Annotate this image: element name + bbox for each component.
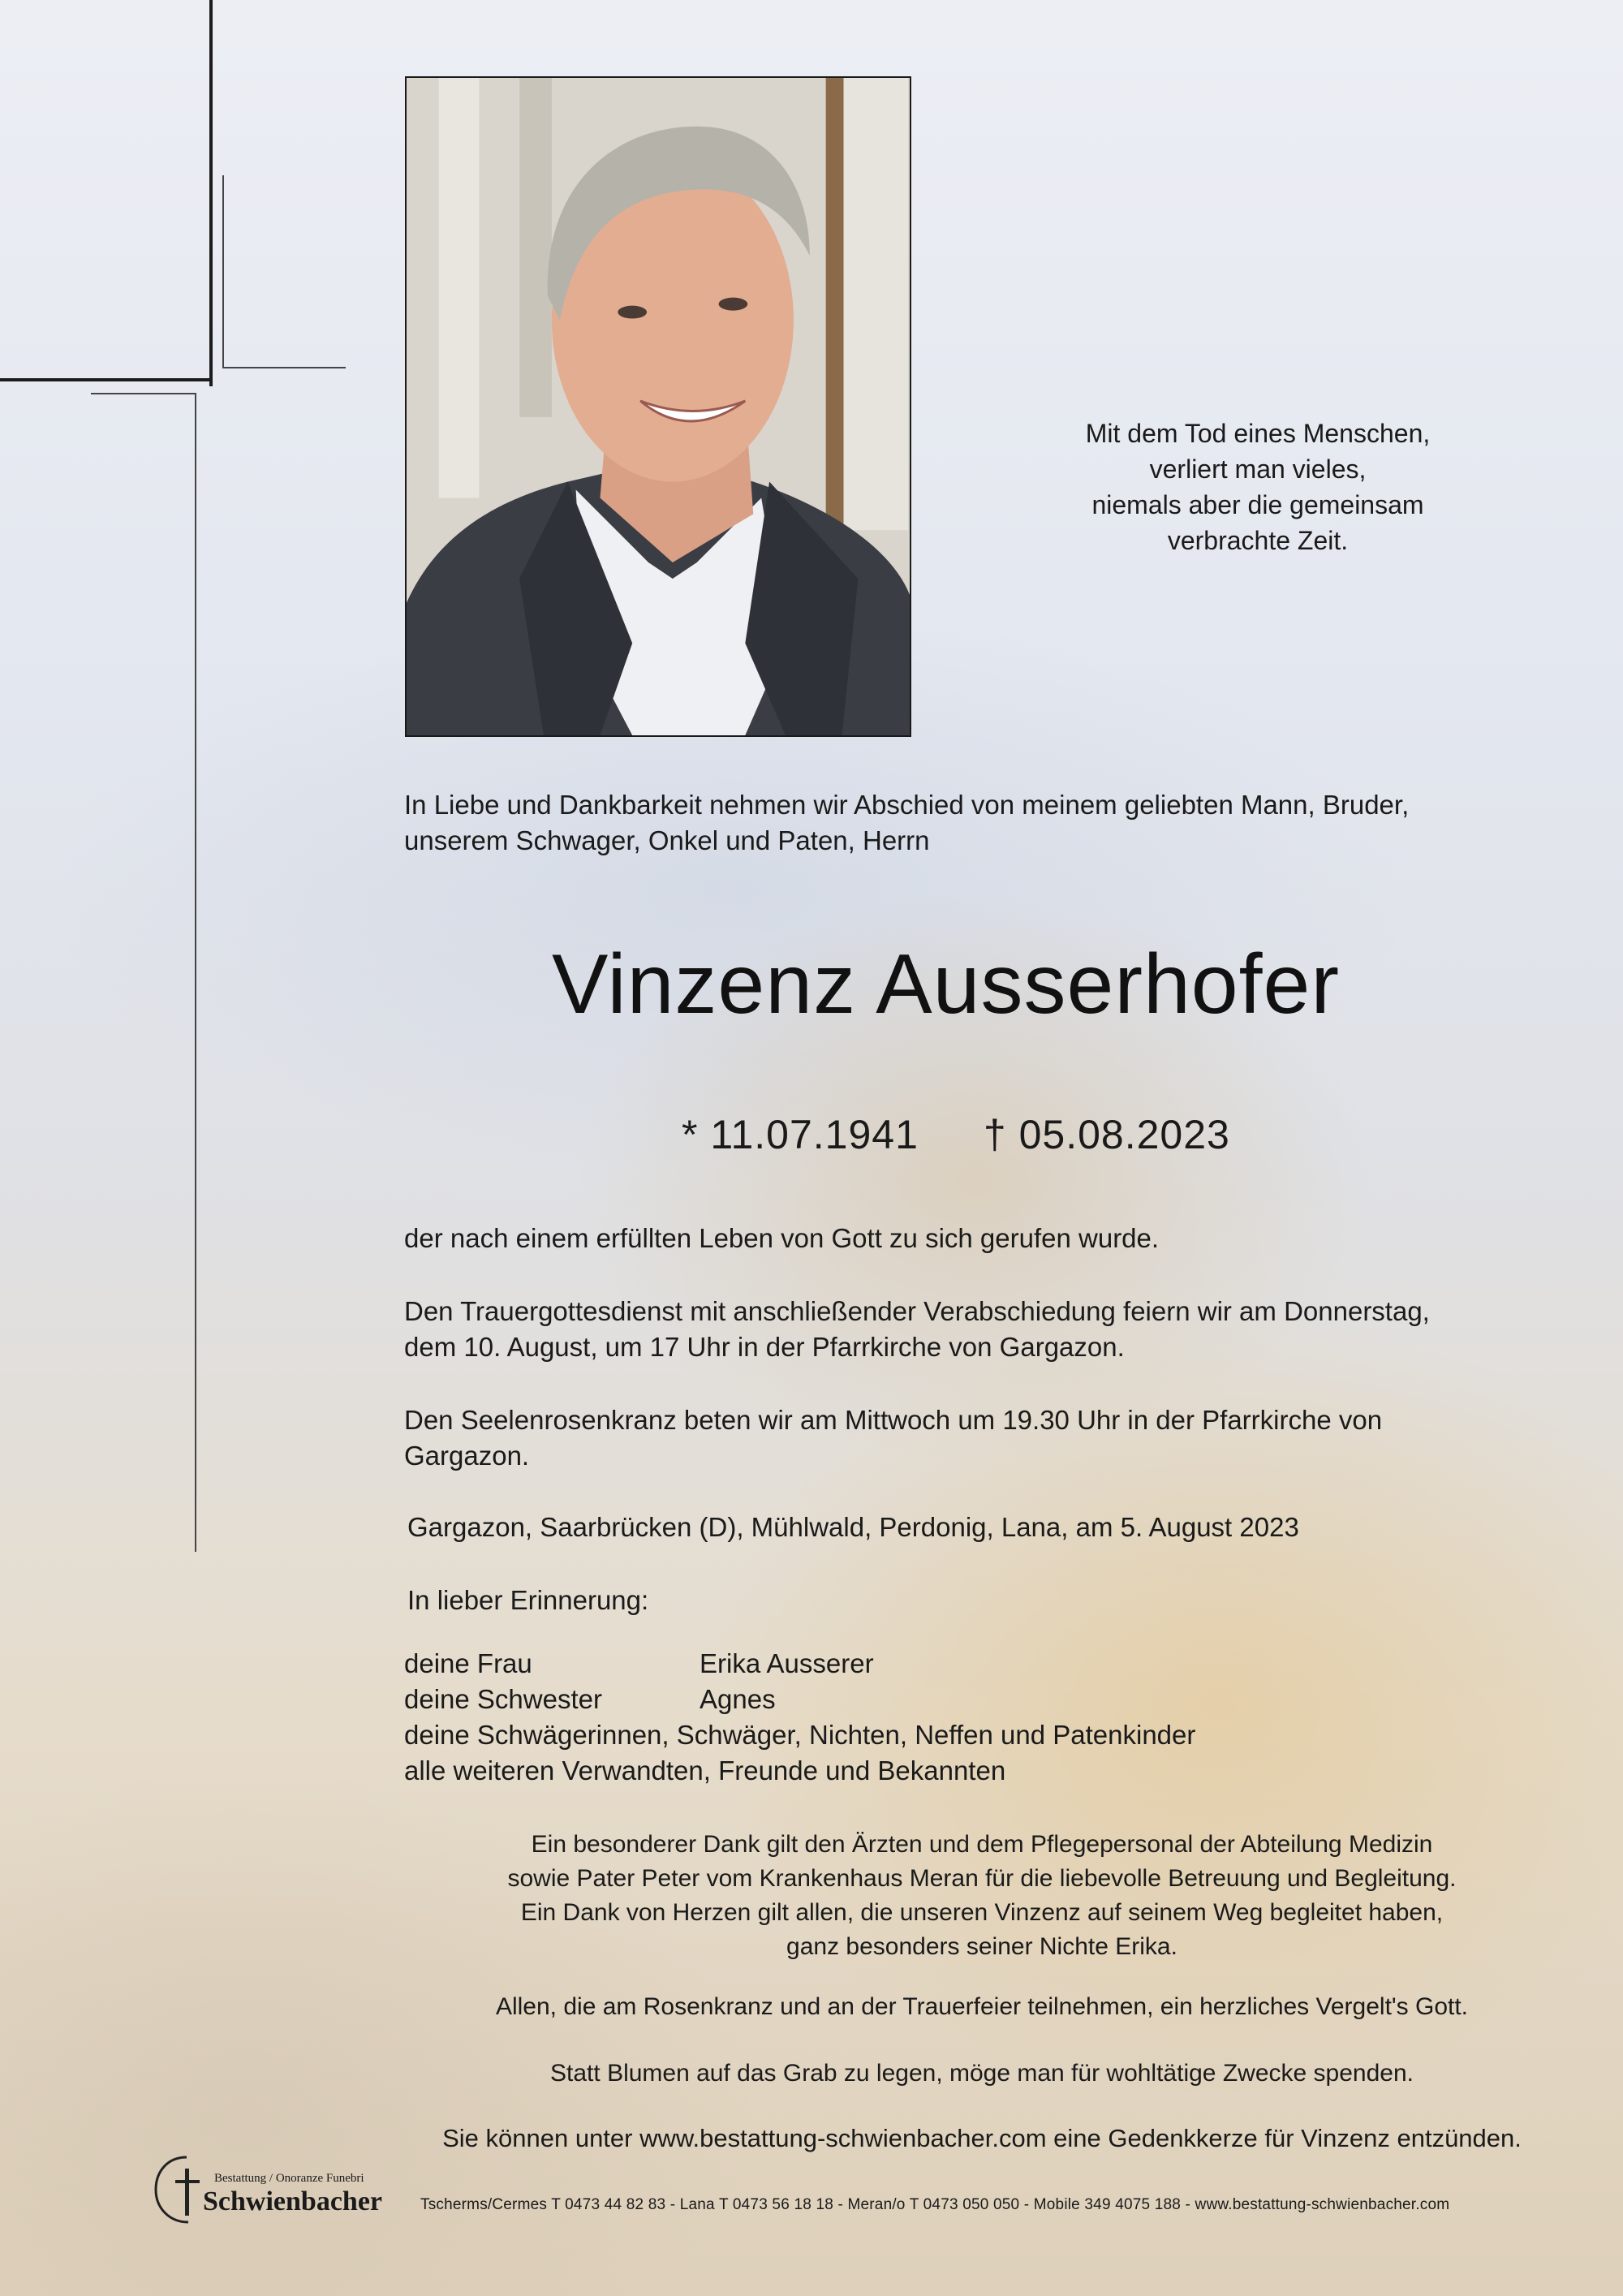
- candle-text: Sie können unter www.bestattung-schwienbacher.com eine Gedenkkerze für Vinzenz entzünden.: [442, 2124, 1522, 2152]
- places-date-text: Gargazon, Saarbrücken (D), Mühlwald, Perdonig, Lana, am 5. August 2023: [407, 1512, 1299, 1542]
- logo-subtitle: Bestattung / Onoranze Funebri: [214, 2172, 364, 2185]
- portrait-photo: [405, 76, 911, 737]
- logo-name: Schwienbacher: [203, 2186, 382, 2216]
- rosary-thanks-text: Allen, die am Rosenkranz und an der Trauerfeier teilnehmen, ein herzliches Vergelt's Gott.: [495, 1993, 1469, 2020]
- family-row: [404, 1646, 874, 1682]
- family-relation: deine Frau: [404, 1648, 532, 1678]
- intro-text: In Liebe und Dankbarkeit nehmen wir Abschied von meinem geliebten Mann, Bruder, unserem Schwager, Onkel und Paten, Herrn: [404, 790, 1410, 855]
- family-extra-line: deine Schwägerinnen, Schwäger, Nichten, Neffen und Patenkinder: [404, 1720, 1196, 1750]
- rosary-text: Den Seelenrosenkranz beten wir am Mittwoch um 19.30 Uhr in der Pfarrkirche von Gargazon.: [404, 1405, 1383, 1471]
- memorial-quote: Mit dem Tod eines Menschen, verliert man vieles, niemals aber die gemeinsam verbrachte Zeit.: [1085, 419, 1431, 555]
- family-member-name: Erika Ausserer: [700, 1648, 874, 1678]
- frame-line-lower-horizontal: [91, 393, 196, 394]
- family-member-name: Agnes: [700, 1684, 776, 1714]
- deceased-name: Vinzenz Ausserhofer: [552, 937, 1340, 1032]
- memory-heading: In lieber Erinnerung:: [407, 1585, 649, 1615]
- funeral-service-text: Den Trauergottesdienst mit anschließender Verabschiedung feiern wir am Donnerstag, dem 10. August, um 17 Uhr in der Pfarrkirche von Gargazon.: [404, 1296, 1430, 1362]
- flowers-text: Statt Blumen auf das Grab zu legen, möge man für wohltätige Zwecke spenden.: [550, 2060, 1414, 2087]
- frame-line-lower-vertical: [195, 393, 196, 1552]
- called-text: der nach einem erfüllten Leben von Gott zu sich gerufen wurde.: [404, 1223, 1160, 1253]
- frame-line-upper-vertical: [222, 175, 224, 368]
- cross-horizontal-line: [0, 378, 213, 381]
- family-row: [404, 1682, 776, 1717]
- thanks-text: Ein besonderer Dank gilt den Ärzten und dem Pflegepersonal der Abteilung Medizin sowie Pater Peter vom Krankenhaus Meran für die liebevolle Betreuung und Begleitung. Ein Dank von Herzen gilt allen, die unseren Vinzenz auf seinem Weg begleitet haben, ganz besonders seiner Nichte Erika.: [507, 1831, 1457, 1960]
- family-extra-line: alle weiteren Verwandten, Freunde und Bekannten: [404, 1755, 1006, 1786]
- cross-vertical-line: [209, 0, 213, 386]
- death-date: † 05.08.2023: [983, 1112, 1230, 1157]
- birth-date: * 11.07.1941: [682, 1112, 919, 1157]
- frame-line-upper-horizontal: [222, 367, 346, 368]
- life-dates: [682, 1110, 1230, 1159]
- family-relation: deine Schwester: [404, 1684, 602, 1714]
- contact-footer: Tscherms/Cermes T 0473 44 82 83 - Lana T 0473 56 18 18 - Meran/o T 0473 050 050 - Mobile 349 4075 188 - www.bestattung-schwienbacher.com: [420, 2196, 1450, 2213]
